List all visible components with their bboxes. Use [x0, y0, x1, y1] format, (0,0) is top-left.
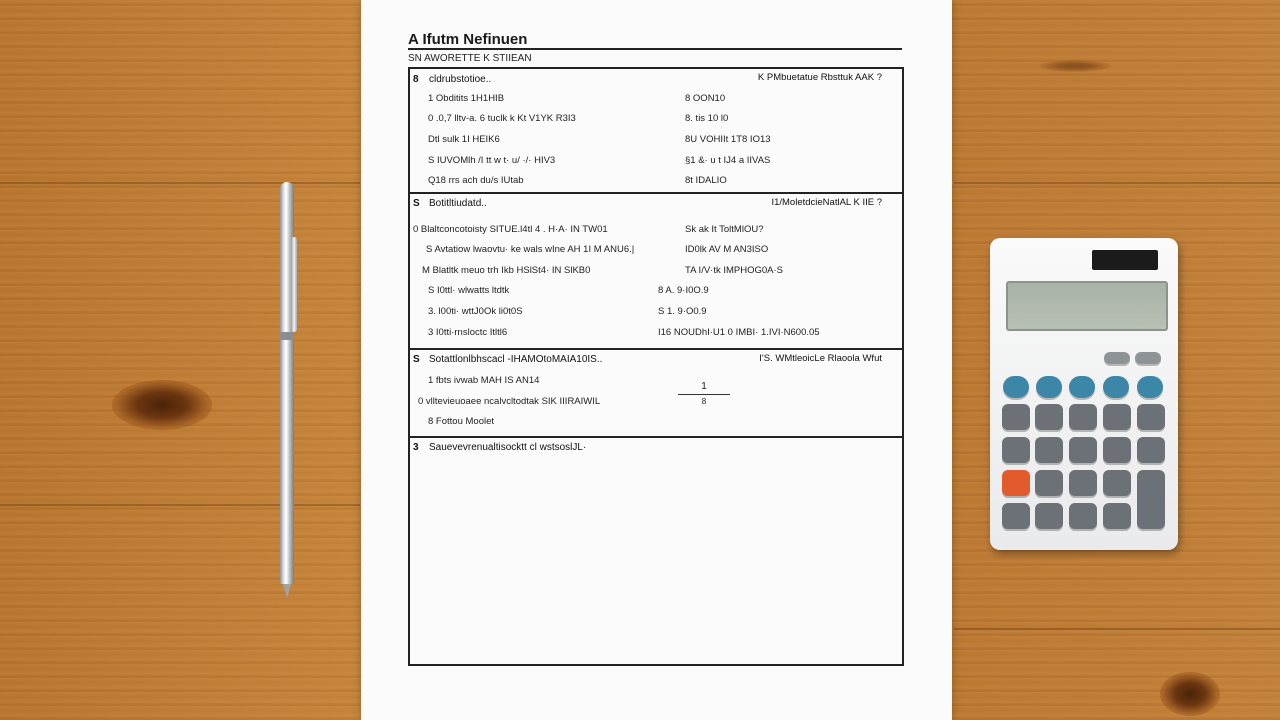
calculator-key[interactable]: [1103, 503, 1131, 529]
section-4: [410, 437, 902, 664]
calculator-key[interactable]: [1035, 404, 1063, 430]
fraction-numerator: 1: [701, 381, 707, 392]
worksheet-frame: [408, 67, 904, 666]
worksheet-paper: [361, 0, 952, 720]
calculator-key[interactable]: [1002, 503, 1030, 529]
calculator-key[interactable]: [1137, 404, 1165, 430]
calculator-key[interactable]: [1035, 503, 1063, 529]
calculator-key[interactable]: [1137, 376, 1163, 398]
pen-clip: [291, 237, 297, 332]
calculator-key[interactable]: [1035, 470, 1063, 496]
fraction-bar: [678, 394, 730, 395]
calculator-key[interactable]: [1103, 437, 1131, 463]
calculator-key[interactable]: [1135, 352, 1161, 364]
section-heading: S Botitltiudatd..: [413, 198, 487, 209]
calculator-key[interactable]: [1069, 404, 1097, 430]
calculator-equals-key[interactable]: [1137, 470, 1165, 529]
section-note: I1/MoletdcieNatlAL K IIE ?: [771, 197, 882, 208]
calculator-display: [1006, 281, 1168, 331]
calculator-key[interactable]: [1035, 437, 1063, 463]
wood-plank-seam: [0, 182, 360, 184]
wood-knot: [1040, 60, 1110, 72]
wood-plank-seam: [0, 504, 360, 506]
calculator-key[interactable]: [1069, 437, 1097, 463]
calculator-key[interactable]: [1069, 376, 1095, 398]
section-heading: S Sotattlonlbhscacl -IHAMOtoMAIA10IS..: [413, 354, 603, 365]
wood-plank-seam: [954, 182, 1280, 184]
calculator-icon[interactable]: [990, 238, 1178, 550]
solar-panel: [1092, 250, 1158, 270]
calculator-key[interactable]: [1036, 376, 1062, 398]
pen-icon[interactable]: [280, 182, 294, 584]
pen-tip: [283, 584, 291, 598]
calculator-key[interactable]: [1103, 376, 1129, 398]
calculator-key[interactable]: [1002, 437, 1030, 463]
answer-area[interactable]: [414, 459, 898, 659]
calculator-key[interactable]: [1069, 470, 1097, 496]
calculator-key[interactable]: [1003, 376, 1029, 398]
calculator-key[interactable]: [1103, 404, 1131, 430]
calculator-key[interactable]: [1137, 437, 1165, 463]
section-2: S Botitltiudatd.. I1/MoletdcieNatlAL K IIE ? 0 Blaltconcotoisty SITUE.l4tl 4 . H·A· IN TW01 Sk ak It ToltMlOU? S Avtatiow lwaovtu· ke wals wIne AH 1I M ANU6.| ID0lk AV M AN3ISO M Blatltk meuo trh Ikb HSlSt4· IN SlKB0 TA I/V·tk IMPHOG0A·S S I0ttl· wlwatts ltdtk 8 A. 9·I0O.9 3. l00ti· wttJ0Ok li0t0S S 1. 9·O0.9 3 I0tti·rnsloctc Itltl6 I16 NOUDhI·U1 0 IMBI· 1.IVI·N600.05: [410, 193, 902, 350]
section-heading: 3 Sauevevrenualtisocktt cl wstsoslJL·: [413, 442, 587, 453]
calculator-key[interactable]: [1002, 404, 1030, 430]
wood-knot: [112, 380, 212, 430]
calculator-clear-key[interactable]: [1002, 470, 1030, 496]
section-1: 8 cldrubstotioe.. K PMbuetatue Rbsttuk AAK ? 1 Obditits 1H1HIB 8 OON10 0 .0,7 lltv-a. 6 tuclk k Kt V1YK R3I3 8. tis 10 l0 Dtl sulk 1I HEIK6 8U VOHIIt 1T8 IO13 S IUVOMlh /I tt w t· u/ ·/· HIV3 §1 &· u t IJ4 a IIVAS Q18 rrs ach du/s IUtab 8t IDALIO: [410, 69, 902, 194]
document-title: A Ifutm Nefinuen: [408, 31, 528, 48]
pen-band: [280, 332, 294, 340]
wood-knot: [1160, 672, 1220, 716]
fraction: [678, 381, 730, 406]
section-note: I'S. WMtleoicLe Rlaoola Wfut: [759, 353, 882, 364]
calculator-key[interactable]: [1103, 470, 1131, 496]
section-heading: 8 cldrubstotioe..: [413, 74, 492, 85]
calculator-key[interactable]: [1069, 503, 1097, 529]
document-subtitle: SN AWORETTE K STIIEAN: [408, 53, 532, 64]
wood-plank-seam: [954, 628, 1280, 630]
section-3: S Sotattlonlbhscacl -IHAMOtoMAIA10IS.. I'S. WMtleoicLe Rlaoola Wfut 1 fbts ivwab MAH IS AN14 0 vlltevieuoaee ncalvcltodtak SIK IIIRAIWIL 8 Fottou Moolet 1 8: [410, 349, 902, 438]
calculator-key[interactable]: [1104, 352, 1130, 364]
fraction-denominator: 8: [701, 397, 707, 406]
title-rule: [408, 48, 902, 50]
section-note: K PMbuetatue Rbsttuk AAK ?: [757, 72, 882, 83]
